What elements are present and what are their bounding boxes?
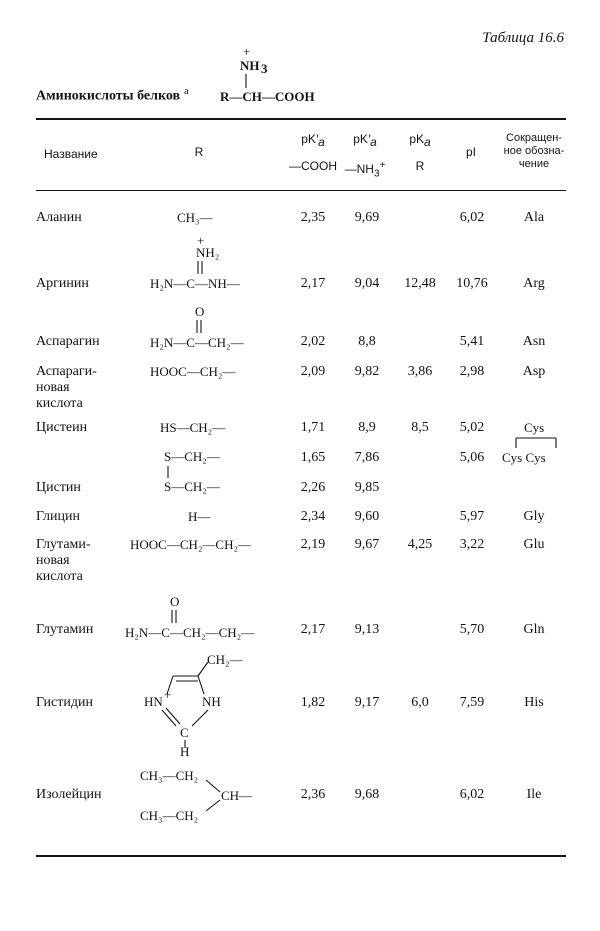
row-name-asparagine: Аспарагин — [36, 334, 100, 349]
cell-pka1: 2,09 — [300, 364, 326, 379]
header-pka2 — [345, 132, 386, 182]
cystine-abbr-bracket — [502, 416, 570, 468]
header-abbr — [504, 132, 565, 171]
r-group-glutamine-main: H₂N—C—CH₂—CH₂— — [125, 625, 255, 640]
row-name-line: кислота — [36, 569, 83, 584]
cell-pka3: 4,25 — [407, 537, 433, 552]
r-group-glutamine-top: O — [170, 594, 180, 609]
row-name-glutamic-acid — [36, 537, 91, 585]
title-footnote: a — [184, 86, 189, 97]
r-group-isoleucine-lower: CH₃—CH₂ — [140, 808, 199, 823]
cell-abbr: Asn — [522, 334, 546, 349]
cell-abbr: Ala — [523, 210, 545, 225]
cys-abbr-top: Cys — [524, 420, 545, 435]
cell-pka2: 7,86 — [354, 450, 380, 465]
header-abbr-line-2: ное обозна- — [503, 145, 565, 157]
cell-pka1: 2,36 — [300, 787, 326, 802]
header-abbr-line-1: Сокращен- — [506, 132, 562, 144]
r-group-isoleucine-right: CH— — [221, 788, 253, 803]
cell-pka1: 2,19 — [300, 537, 326, 552]
cell-pi: 7,59 — [459, 695, 485, 710]
cell-pka3: 12,48 — [404, 276, 436, 291]
cell-pka2: 9,69 — [354, 210, 380, 225]
general-formula-charge: + — [243, 48, 251, 59]
header-pka1-group: —COOH — [289, 159, 337, 174]
cell-pka3: 8,5 — [411, 420, 429, 435]
header-pka3 — [409, 132, 430, 173]
r-group-arginine-main: H₂N—C—NH— — [150, 276, 240, 291]
r-group-isoleucine-upper: CH₃—CH₂ — [140, 768, 199, 783]
header-abbr-line-3: чение — [518, 158, 550, 170]
general-formula-top-sub: 3 — [261, 61, 268, 76]
r-group-histidine-sub: CH₂— — [207, 652, 243, 667]
header-pka2-symbol: $pK'_a$ — [353, 132, 377, 150]
cell-pka1: 2,34 — [300, 509, 326, 524]
cell-pka1: 1,82 — [300, 695, 326, 710]
cell-pka1: 2,02 — [300, 334, 326, 349]
general-formula-top: NH — [240, 58, 260, 73]
title-text: Аминокислоты белков — [36, 88, 181, 104]
header-pka3-symbol: $pK_a$ — [409, 132, 431, 150]
cell-pka2: 9,68 — [354, 787, 380, 802]
cell-pi: 3,22 — [459, 537, 485, 552]
row-name-glutamine: Глутамин — [36, 622, 94, 637]
cell-pka1: 2,26 — [300, 480, 326, 495]
row-name-line: новая — [36, 380, 70, 395]
r-group-histidine-bottom-c: C — [180, 725, 189, 740]
cell-abbr: Ile — [526, 787, 542, 802]
cell-abbr: Gln — [523, 622, 545, 637]
r-group-aspartic-acid: HOOC—CH₂— — [150, 364, 236, 379]
cell-pka2: 9,17 — [354, 695, 380, 710]
cell-pka2: 9,60 — [354, 509, 380, 524]
header-pka1-symbol: $pK'_a$ — [301, 132, 325, 150]
r-group-arginine-charge: + — [197, 236, 205, 248]
row-name-line: кислота — [36, 396, 83, 411]
cell-pi: 5,02 — [459, 420, 485, 435]
header-pka2-group: $—NH_3^+$ — [344, 160, 386, 180]
row-name-line: Глутами- — [36, 537, 91, 552]
r-group-glutamic-acid: HOOC—CH₂—CH₂— — [130, 537, 252, 552]
cell-pka2: 9,04 — [354, 276, 380, 291]
cell-pka1: 2,17 — [300, 276, 326, 291]
row-name-isoleucine: Изолейцин — [36, 787, 102, 802]
r-group-cystine — [160, 445, 260, 495]
r-group-histidine-bottom-h: H — [180, 744, 190, 758]
r-group-asparagine — [150, 302, 270, 352]
r-group-glycine: H— — [188, 509, 211, 524]
cell-pi: 5,97 — [459, 509, 485, 524]
r-group-asparagine-top: O — [195, 304, 205, 319]
rule-top — [36, 118, 566, 120]
cell-pka2: 9,85 — [354, 480, 380, 495]
r-group-histidine-left: HN — [144, 694, 163, 709]
cell-pka2: 9,67 — [354, 537, 380, 552]
r-group-arginine — [150, 236, 270, 294]
r-group-glutamine — [125, 592, 275, 642]
cell-pi: 5,41 — [459, 334, 485, 349]
r-group-cystine-line-2: S—CH₂— — [164, 479, 220, 494]
header-pi: pI — [465, 145, 477, 159]
header-pka3-group: R — [415, 159, 425, 174]
table-label: Таблица 16.6 — [482, 30, 564, 46]
cell-abbr: Glu — [523, 537, 545, 552]
r-group-histidine — [140, 648, 270, 758]
cys-abbr-bottom: Cys Cys — [502, 450, 546, 465]
r-group-isoleucine — [138, 764, 278, 826]
cell-abbr: Asp — [522, 364, 546, 379]
row-name-cysteine: Цистеин — [36, 420, 88, 435]
rule-header — [36, 190, 566, 191]
r-group-histidine-charge: + — [164, 687, 172, 702]
row-name-glycine: Глицин — [36, 509, 80, 524]
cell-pka1: 2,17 — [300, 622, 326, 637]
row-name-line: новая — [36, 553, 70, 568]
cell-pi: 5,70 — [459, 622, 485, 637]
r-group-asparagine-main: H₂N—C—CH₂— — [150, 335, 244, 350]
cell-pka1: 2,35 — [300, 210, 326, 225]
row-name-histidine: Гистидин — [36, 695, 93, 710]
r-group-alanine: CH₃— — [177, 210, 213, 225]
cell-pka3: 3,86 — [407, 364, 433, 379]
cell-pi: 2,98 — [459, 364, 485, 379]
general-formula — [216, 48, 336, 106]
r-group-cysteine: HS—CH₂— — [160, 420, 226, 435]
cell-pka3: 6,0 — [411, 695, 429, 710]
cell-pi: 10,76 — [456, 276, 488, 291]
r-group-cystine-line-1: S—CH₂— — [164, 449, 220, 464]
row-name-cystine: Цистин — [36, 480, 81, 495]
table-title — [36, 86, 189, 105]
cell-pi: 6,02 — [459, 787, 485, 802]
cell-pi: 5,06 — [459, 450, 485, 465]
cell-abbr: Gly — [523, 509, 545, 524]
r-group-histidine-right: NH — [202, 694, 221, 709]
cell-pka1: 1,71 — [300, 420, 326, 435]
cell-pka2: 9,82 — [354, 364, 380, 379]
cell-pka2: 8,9 — [358, 420, 376, 435]
row-name-arginine: Аргинин — [36, 276, 89, 291]
cell-pka2: 9,13 — [354, 622, 380, 637]
row-name-aspartic-acid — [36, 364, 97, 412]
header-r: R — [194, 145, 204, 159]
rule-bottom — [36, 855, 566, 857]
cell-abbr: Arg — [523, 276, 545, 291]
r-group-arginine-top: NH₂ — [196, 245, 220, 260]
cell-pka2: 8,8 — [358, 334, 376, 349]
general-formula-main: R—CH—COOH — [220, 89, 315, 104]
row-name-line: Аспараги- — [36, 364, 97, 379]
cell-pka1: 1,65 — [300, 450, 326, 465]
cell-pi: 6,02 — [459, 210, 485, 225]
header-name: Название — [44, 147, 98, 161]
header-pka1 — [289, 132, 337, 173]
row-name-alanine: Аланин — [36, 210, 82, 225]
cell-abbr: His — [524, 695, 544, 710]
